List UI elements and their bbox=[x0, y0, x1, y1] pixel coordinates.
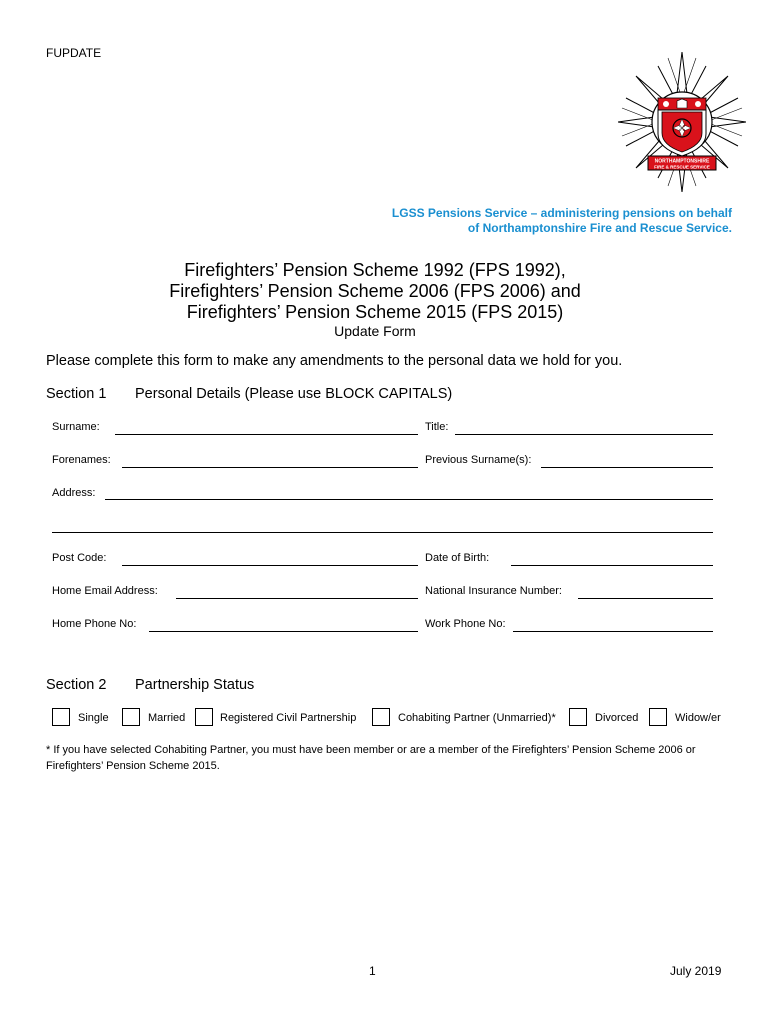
section1-title: Personal Details (Please use BLOCK CAPITALS) bbox=[135, 386, 453, 402]
section2-title: Partnership Status bbox=[135, 677, 255, 693]
widower-label: Widow/er bbox=[675, 712, 721, 724]
post-code-field[interactable] bbox=[122, 565, 418, 566]
post-code-label: Post Code: bbox=[52, 552, 107, 564]
address-label: Address: bbox=[52, 487, 96, 499]
divorced-checkbox[interactable] bbox=[569, 708, 587, 726]
page-number: 1 bbox=[369, 964, 376, 978]
widower-checkbox[interactable] bbox=[649, 708, 667, 726]
forenames-label: Forenames: bbox=[52, 454, 111, 466]
crest-banner-line1: NORTHAMPTONSHIRE bbox=[654, 158, 710, 165]
divorced-label: Divorced bbox=[595, 712, 639, 724]
civil-partnership-checkbox[interactable] bbox=[195, 708, 213, 726]
single-checkbox[interactable] bbox=[52, 708, 70, 726]
document-code: FUPDATE bbox=[46, 46, 102, 60]
cohabiting-partner-label: Cohabiting Partner (Unmarried)* bbox=[398, 712, 556, 724]
married-checkbox[interactable] bbox=[122, 708, 140, 726]
agency-line-2: of Northamptonshire Fire and Rescue Service. bbox=[467, 221, 732, 235]
agency-line-1: LGSS Pensions Service – administering pensions on behalf bbox=[391, 206, 732, 220]
work-phone-label: Work Phone No: bbox=[425, 618, 506, 630]
single-label: Single bbox=[78, 712, 109, 724]
footer-date: July 2019 bbox=[670, 964, 722, 978]
home-phone-field[interactable] bbox=[149, 631, 418, 632]
fire-service-crest-logo bbox=[618, 48, 746, 192]
date-of-birth-label: Date of Birth: bbox=[425, 552, 490, 564]
forenames-field[interactable] bbox=[122, 467, 418, 468]
work-phone-field[interactable] bbox=[513, 631, 713, 632]
cohabiting-partner-checkbox[interactable] bbox=[372, 708, 390, 726]
address-field-line-1[interactable] bbox=[105, 499, 713, 500]
date-of-birth-field[interactable] bbox=[511, 565, 713, 566]
ni-number-label: National Insurance Number: bbox=[425, 585, 562, 597]
home-phone-label: Home Phone No: bbox=[52, 618, 137, 630]
surname-label: Surname: bbox=[52, 421, 100, 433]
form-title bbox=[0, 260, 750, 323]
intro-text: Please complete this form to make any amendments to the personal data we hold for you. bbox=[46, 353, 623, 369]
married-label: Married bbox=[148, 712, 186, 724]
title-line-2: Firefighters’ Pension Scheme 2006 (FPS 2006) and bbox=[169, 281, 581, 301]
crest-banner-line2: FIRE & RESCUE SERVICE bbox=[654, 164, 710, 170]
title-field[interactable] bbox=[455, 434, 713, 435]
agency-statement bbox=[392, 206, 732, 236]
cohabiting-footnote: * If you have selected Cohabiting Partner, you must have been member or are a member of the Firefighters’ Pension Scheme 2006 or Firefighters’ Pension Scheme 2015. bbox=[46, 744, 696, 772]
section1-number: Section 1 bbox=[46, 386, 107, 402]
surname-field[interactable] bbox=[115, 434, 418, 435]
home-email-field[interactable] bbox=[176, 598, 418, 599]
address-field-line-2[interactable] bbox=[52, 532, 713, 533]
ni-number-field[interactable] bbox=[578, 598, 713, 599]
section2-number: Section 2 bbox=[46, 677, 107, 693]
form-subtitle: Update Form bbox=[334, 323, 416, 339]
title-line-3: Firefighters’ Pension Scheme 2015 (FPS 2015) bbox=[186, 302, 564, 322]
previous-surnames-field[interactable] bbox=[541, 467, 713, 468]
title-line-1: Firefighters’ Pension Scheme 1992 (FPS 1992), bbox=[184, 260, 566, 280]
home-email-label: Home Email Address: bbox=[52, 585, 158, 597]
title-label: Title: bbox=[425, 421, 449, 433]
previous-surnames-label: Previous Surname(s): bbox=[425, 454, 532, 466]
civil-partnership-label: Registered Civil Partnership bbox=[220, 712, 357, 724]
